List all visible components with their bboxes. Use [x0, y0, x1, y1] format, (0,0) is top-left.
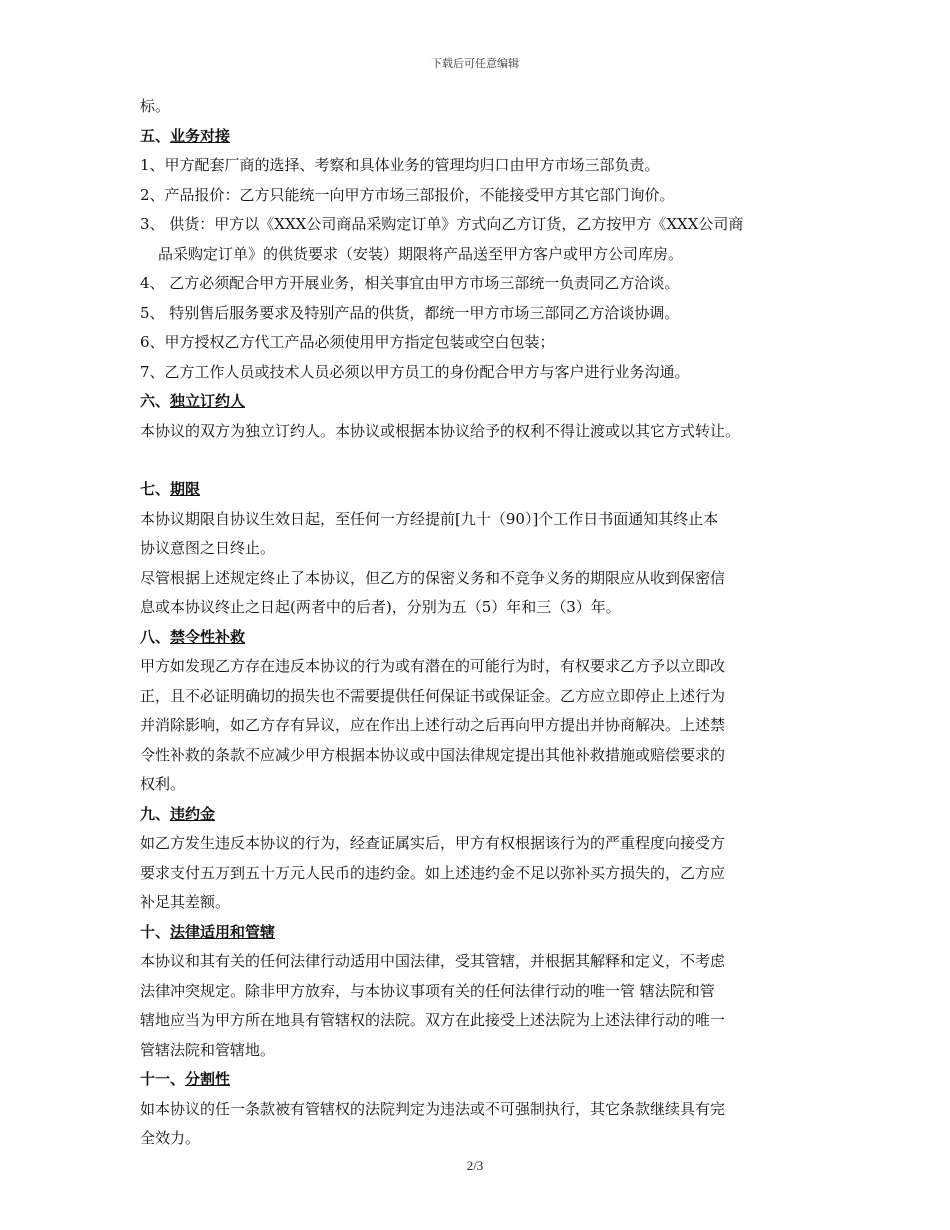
section-title: 禁令性补救: [170, 627, 246, 646]
list-item: 7、乙方工作人员或技术人员必须以甲方员工的身份配合甲方与客户进行业务沟通。: [140, 362, 690, 381]
paragraph-line: 尽管根据上述规定终止了本协议，但乙方的保密义务和不竞争义务的期限应从收到保密信: [140, 568, 726, 587]
list-item: 2、产品报价：乙方只能统一向甲方市场三部报价，不能接受甲方其它部门询价。: [140, 185, 675, 204]
intro-text: 标。: [140, 97, 171, 115]
paragraph-line: 如本协议的任一条款被有管辖权的法院判定为违法或不可强制执行，其它条款继续具有完: [140, 1099, 726, 1118]
blank-line: [140, 446, 820, 475]
section-number: 六、: [140, 392, 171, 410]
list-item: 3、 供货：甲方以《XXX公司商品采购定订单》方式向乙方订货，乙方按甲方《XXX公司商: [140, 215, 744, 233]
paragraph-line: 本协议和其有关的任何法律行动适用中国法律，受其管辖，并根据其解释和定义，不考虑: [140, 952, 726, 970]
paragraph-line: 协议意图之日终止。: [140, 539, 276, 557]
paragraph-line: 管辖法院和管辖地。: [140, 1040, 276, 1059]
list-item-continuation: 品采购定订单》的供货要求（安装）期限将产品送至甲方客户或甲方公司库房。: [158, 244, 684, 263]
paragraph-line: 法律冲突规定。除非甲方放弃，与本协议事项有关的任何法律行动的唯一管 辖法院和管: [140, 981, 715, 1000]
section-number: 九、: [140, 804, 171, 823]
section-9-heading: [140, 800, 820, 830]
section-number: 七、: [140, 480, 171, 498]
section-title: 违约金: [170, 804, 216, 823]
paragraph-line: 辖地应当为甲方所在地具有管辖权的法院。双方在此接受上述法院为上述法律行动的唯一: [140, 1011, 726, 1029]
section-number: 八、: [140, 627, 171, 646]
section-11-heading: [140, 1065, 820, 1095]
section-number: 十一、: [140, 1070, 186, 1088]
section-8-heading: [140, 623, 820, 653]
paragraph-line: 权利。: [140, 775, 186, 793]
section-6-heading: [140, 387, 820, 417]
section-title: 分割性: [185, 1070, 231, 1088]
page-header: 下载后可任意编辑: [431, 57, 519, 70]
section-title: 业务对接: [170, 126, 231, 145]
section-title: 法律适用和管辖: [170, 922, 276, 941]
paragraph: 本协议的双方为独立订约人。本协议或根据本协议给予的权利不得让渡或以其它方式转让。: [140, 421, 741, 440]
section-5-heading: [140, 122, 820, 152]
paragraph-line: 正，且不必证明确切的损失也不需要提供任何保证书或保证金。乙方应立即停止上述行为: [140, 686, 726, 705]
section-title: 独立订约人: [170, 392, 246, 410]
section-10-heading: [140, 918, 820, 948]
list-item: 6、甲方授权乙方代工产品必须使用甲方指定包装或空白包装；: [140, 333, 555, 351]
section-number: 十、: [140, 922, 171, 941]
paragraph-line: 如乙方发生违反本协议的行为，经查证属实后，甲方有权根据该行为的严重程度向接受方: [140, 834, 726, 852]
section-number: 五、: [140, 126, 171, 145]
list-item: 5、 特别售后服务要求及特别产品的供货，都统一甲方市场三部同乙方洽谈协调。: [140, 303, 680, 322]
document-body: [140, 92, 820, 1154]
page-number: 2/3: [466, 1158, 484, 1173]
section-title: 期限: [170, 480, 201, 498]
paragraph-line: 甲方如发现乙方存在违反本协议的行为或有潜在的可能行为时，有权要求乙方予以立即改: [140, 657, 726, 675]
list-item: 1、甲方配套厂商的选择、考察和具体业务的管理均归口由甲方市场三部负责。: [140, 156, 660, 174]
section-7-heading: [140, 475, 820, 505]
paragraph-line: 息或本协议终止之日起(两者中的后者)，分别为五（5）年和三（3）年。: [140, 598, 621, 616]
paragraph-line: 令性补救的条款不应减少甲方根据本协议或中国法律规定提出其他补救措施或赔偿要求的: [140, 745, 726, 764]
paragraph-line: 本协议期限自协议生效日起，至任何一方经提前[九十（90）]个工作日书面通知其终止本: [140, 509, 719, 528]
list-item: 4、 乙方必须配合甲方开展业务，相关事宜由甲方市场三部统一负责同乙方洽谈。: [140, 274, 680, 292]
paragraph-line: 要求支付五万到五十万元人民币的违约金。如上述违约金不足以弥补买方损失的，乙方应: [140, 863, 726, 882]
paragraph-line: 并消除影响，如乙方存有异议，应在作出上述行动之后再向甲方提出并协商解决。上述禁: [140, 716, 726, 734]
paragraph-line: 全效力。: [140, 1129, 201, 1147]
paragraph-line: 补足其差额。: [140, 893, 231, 911]
